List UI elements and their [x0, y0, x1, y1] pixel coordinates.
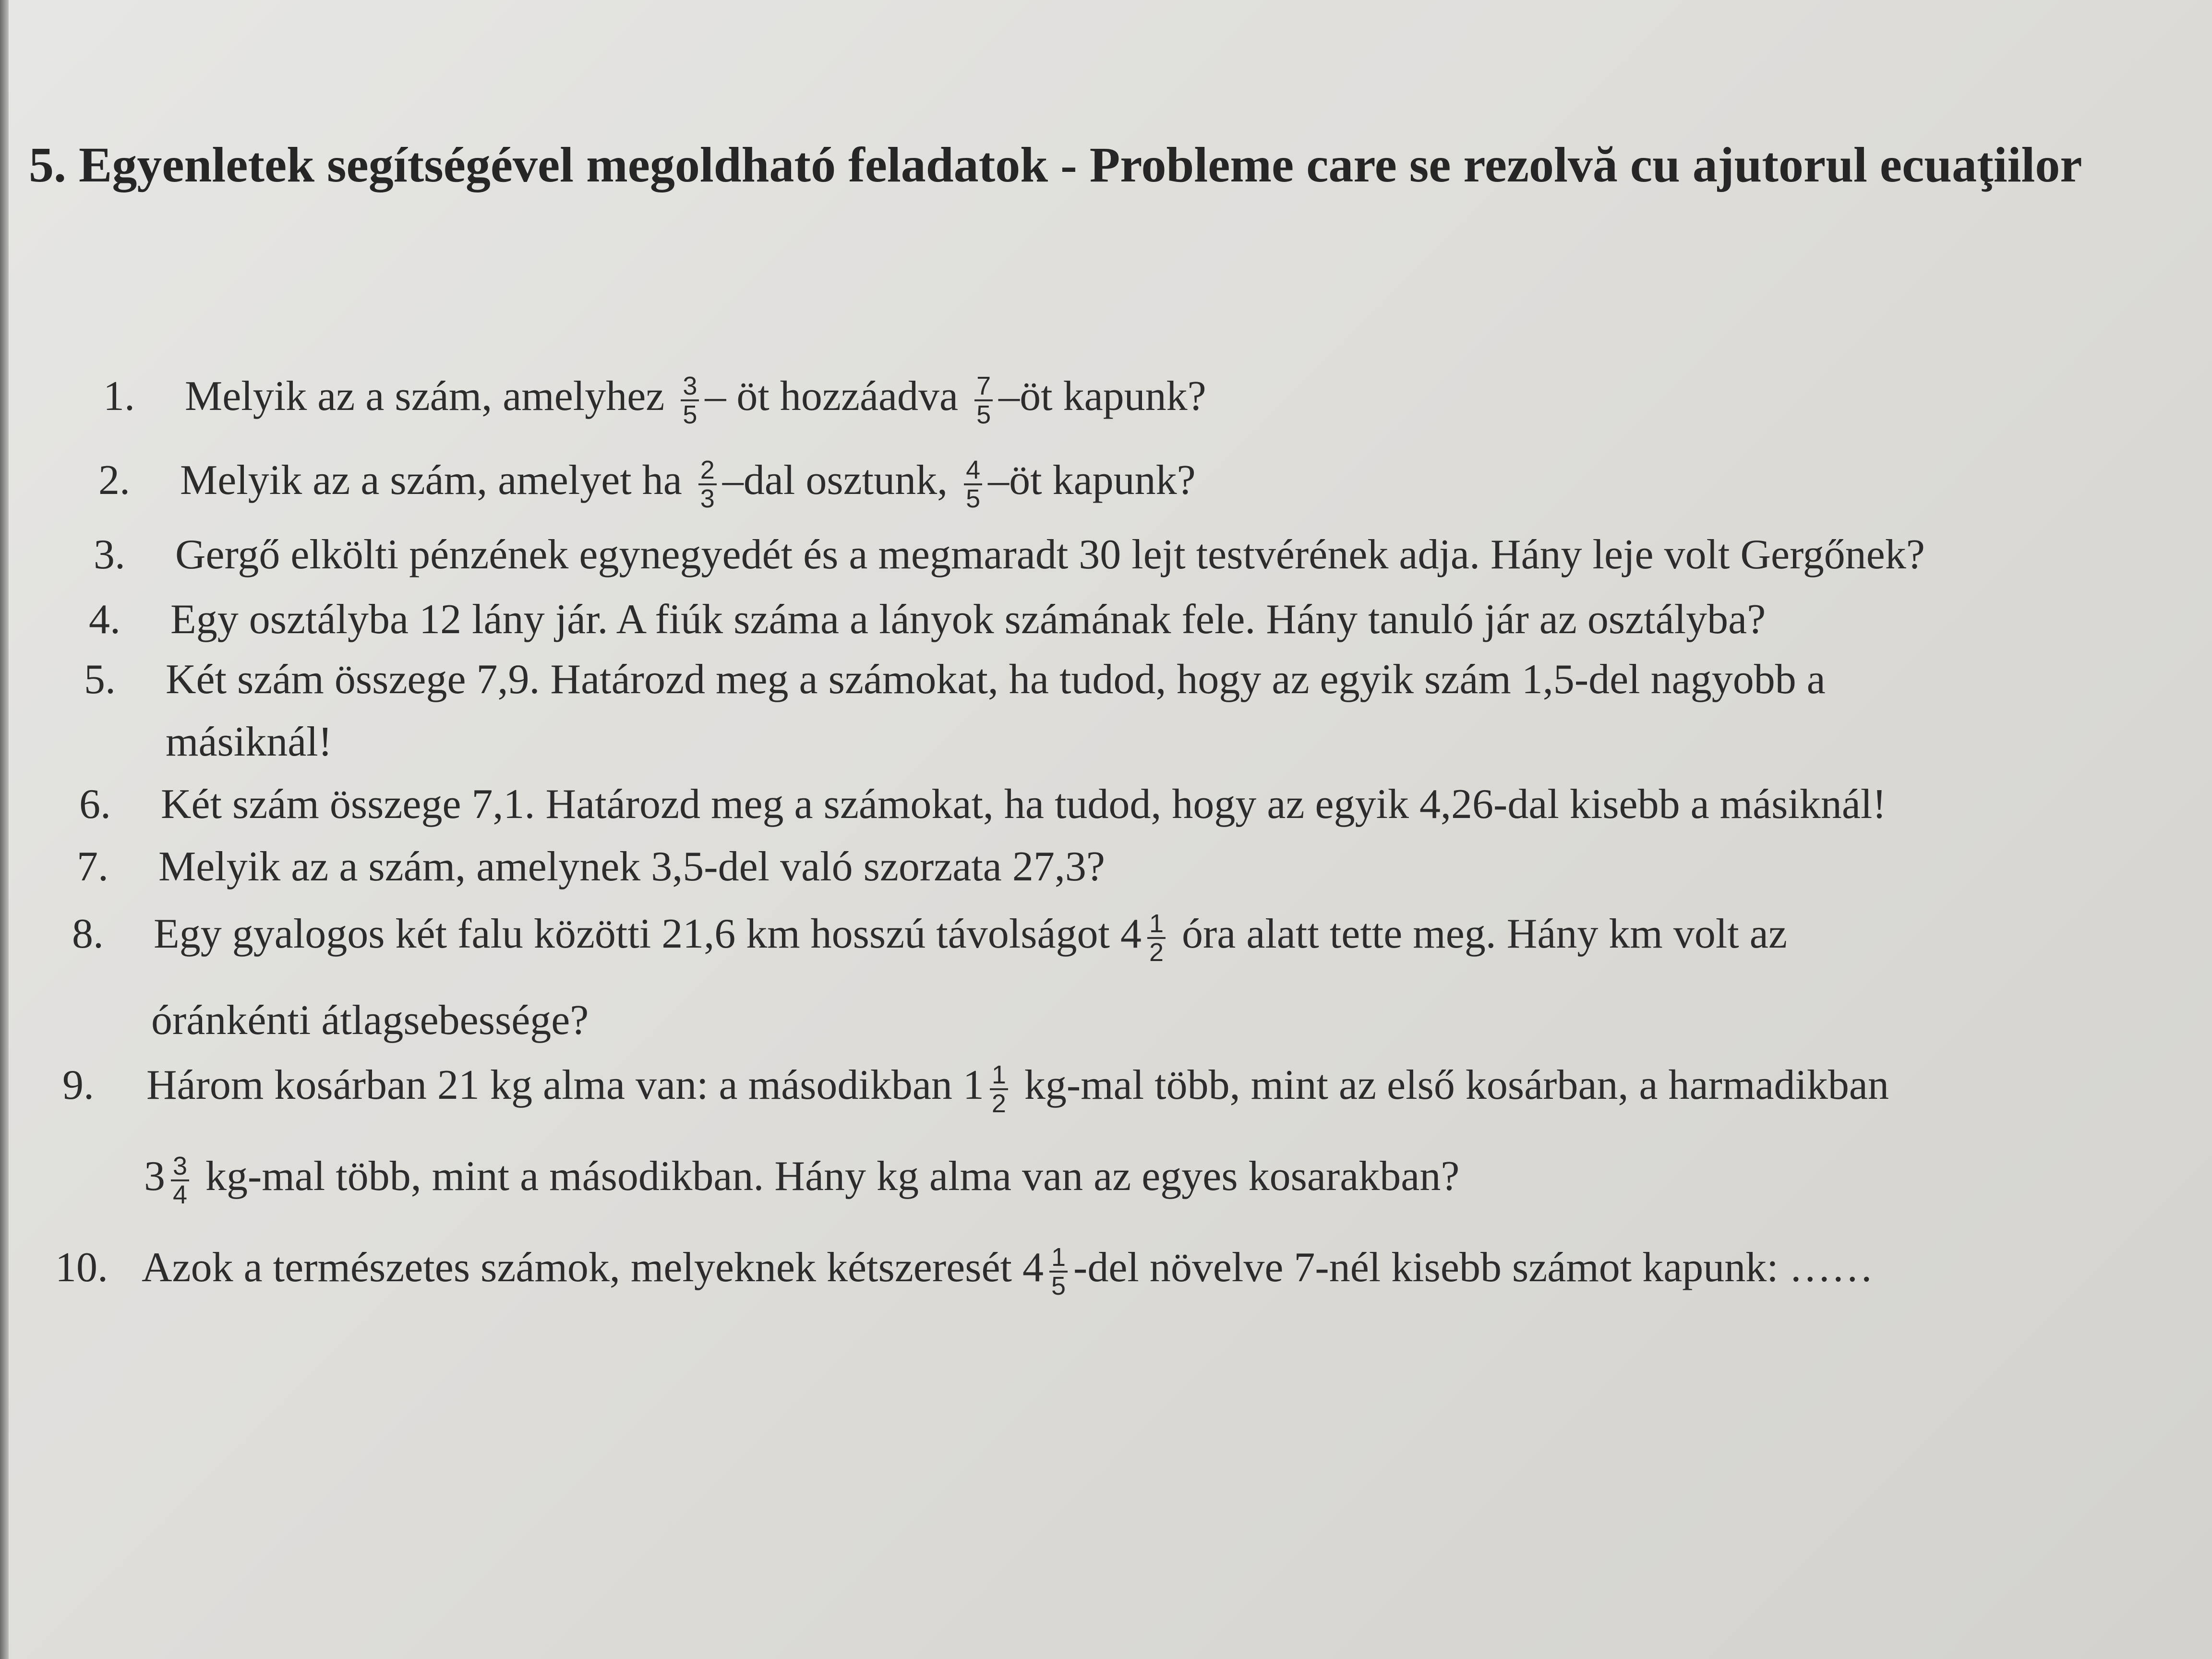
problem-text: Melyik az a szám, amelyhez	[185, 373, 675, 420]
page-edge	[0, 0, 9, 1659]
problem-6	[79, 780, 1887, 829]
problem-4	[89, 595, 1766, 644]
problem-text: másiknál!	[166, 719, 333, 765]
problem-number: 7.	[77, 843, 108, 890]
problem-number: 5.	[84, 656, 116, 703]
problem-text: Azok a természetes számok, melyeknek kétszeresét 4	[142, 1244, 1044, 1291]
problem-text: Három kosárban 21 kg alma van: a másodikban 1	[146, 1062, 984, 1108]
problem-9-continuation	[144, 1152, 1459, 1208]
fraction: $\frac{1}{5}$	[1049, 1244, 1068, 1299]
problem-text: Egy gyalogos két falu közötti 21,6 km hosszú távolságot 4	[154, 911, 1142, 957]
problem-number: 1.	[103, 373, 135, 420]
problem-text: –öt kapunk?	[988, 457, 1196, 504]
problem-10	[55, 1243, 1874, 1299]
problem-number: 6.	[79, 781, 111, 828]
bleed-through-text	[912, 230, 924, 284]
problem-1	[103, 372, 1206, 428]
fraction: $\frac{2}{3}$	[698, 457, 717, 512]
problem-number: 8.	[72, 911, 104, 957]
problem-2	[98, 456, 1196, 512]
problem-5-continuation	[166, 718, 332, 766]
fraction: $\frac{1}{2}$	[1147, 910, 1166, 966]
worksheet-title: 5. Egyenletek segítségével megoldható feladatok - Probleme care se rezolvă cu ajutorul ecuaţiilor	[29, 137, 2082, 192]
problem-text: Melyik az a szám, amelynek 3,5-del való szorzata 27,3?	[158, 843, 1105, 890]
problem-text: -del növelve 7-nél kisebb számot kapunk: ……	[1073, 1244, 1874, 1291]
problem-8-continuation	[151, 996, 589, 1045]
problem-9	[62, 1061, 1889, 1117]
fraction: $\frac{7}{5}$	[974, 373, 993, 428]
problem-5	[84, 655, 1826, 704]
problem-text: Gergő elkölti pénzének egynegyedét és a megmaradt 30 lejt testvérének adja. Hány leje volt Gergőnek?	[175, 531, 1925, 578]
problem-text: – öt hozzáadva	[705, 373, 969, 420]
problem-number: 3.	[94, 531, 125, 578]
fraction: $\frac{3}{4}$	[171, 1153, 189, 1208]
problem-text: Két szám összege 7,9. Határozd meg a számokat, ha tudod, hogy az egyik szám 1,5-del nagyobb a	[166, 656, 1826, 703]
fraction: $\frac{1}{2}$	[990, 1061, 1008, 1117]
problem-text: Melyik az a szám, amelyet ha	[180, 457, 693, 504]
problem-number: 2.	[98, 457, 130, 504]
problem-text: 3	[144, 1153, 165, 1200]
problem-3	[94, 530, 1925, 579]
problem-7	[77, 842, 1105, 891]
fraction: $\frac{4}{5}$	[964, 457, 982, 512]
fraction: $\frac{3}{5}$	[681, 373, 699, 428]
problem-text: óránkénti átlagsebessége?	[151, 997, 589, 1044]
problem-text: –öt kapunk?	[998, 373, 1206, 420]
problem-text: Egy osztályba 12 lány jár. A fiúk száma a lányok számának fele. Hány tanuló jár az osztályba?	[170, 596, 1766, 643]
problem-text: kg-mal több, mint a másodikban. Hány kg alma van az egyes kosarakban?	[195, 1153, 1460, 1200]
problem-number: 4.	[89, 596, 120, 643]
problem-text: Két szám összege 7,1. Határozd meg a számokat, ha tudod, hogy az egyik 4,26-dal kisebb a másiknál!	[161, 781, 1887, 828]
problem-8	[72, 910, 1787, 966]
problem-text: óra alatt tette meg. Hány km volt az	[1171, 911, 1787, 957]
problem-number: 10.	[55, 1244, 108, 1291]
problem-text: kg-mal több, mint az első kosárban, a harmadikban	[1013, 1062, 1889, 1108]
problem-text: –dal osztunk,	[722, 457, 959, 504]
problem-number: 9.	[62, 1062, 94, 1108]
